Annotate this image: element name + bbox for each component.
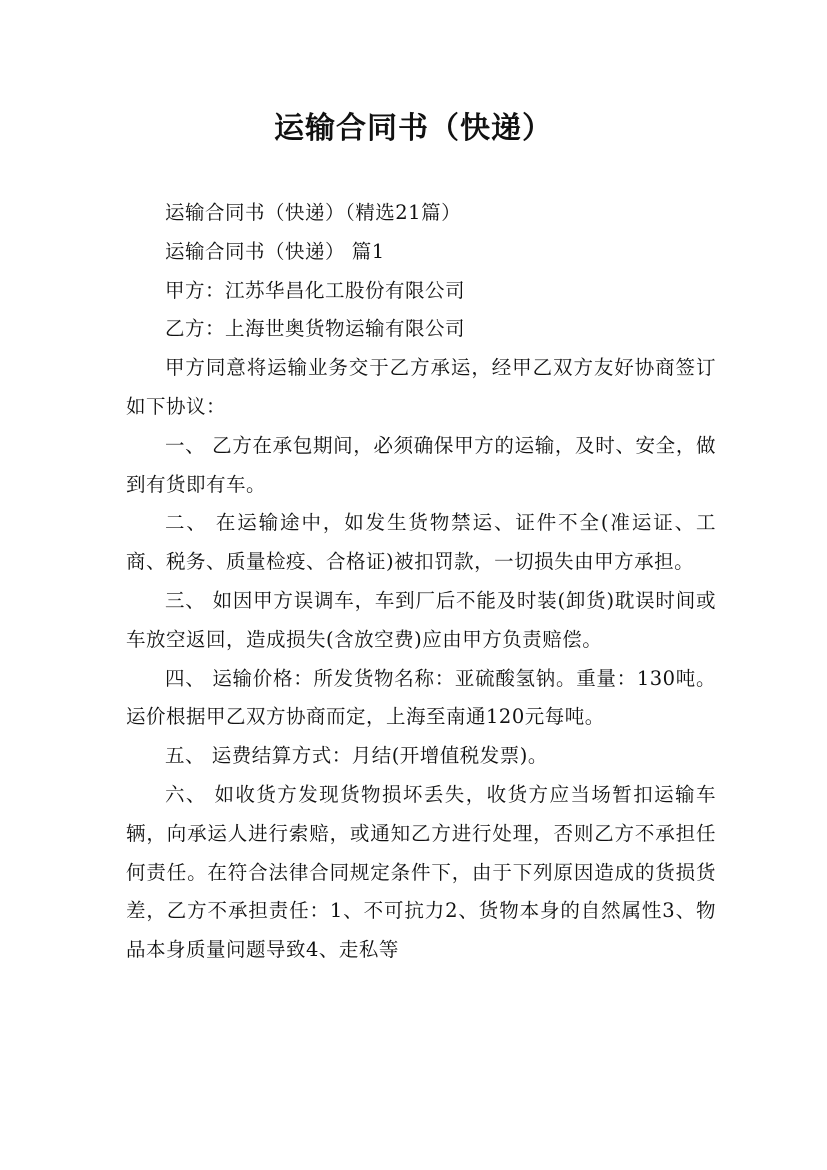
paragraph-agreement-intro: 甲方同意将运输业务交于乙方承运，经甲乙双方友好协商签订如下协议：: [126, 356, 716, 418]
paragraph-clause-4: 四、 运输价格：所发货物名称：亚硫酸氢钠。重量：130吨。运价根据甲乙双方协商而定，上海至南通120元每吨。: [126, 666, 716, 729]
document-title: 运输合同书（快递）: [274, 111, 553, 146]
document-body: [126, 194, 716, 970]
paragraph-party-b: 乙方：上海世奥货物运输有限公司: [165, 317, 466, 341]
paragraph-section-heading: 运输合同书（快递） 篇1: [165, 239, 385, 263]
paragraph-clause-3: 三、 如因甲方误调车，车到厂后不能及时装(卸货)耽误时间或车放空返回，造成损失(含放空费)应由甲方负责赔偿。: [126, 588, 716, 651]
paragraph-clause-6: 六、 如收货方发现货物损坏丢失，收货方应当场暂扣运输车辆，向承运人进行索赔，或通知乙方进行处理，否则乙方不承担任何责任。在符合法律合同规定条件下，由于下列原因造成的货损货差，乙方不承担责任：1、不可抗力2、货物本身的自然属性3、物品本身质量问题导致4、走私等: [126, 782, 716, 962]
paragraph-subtitle: 运输合同书（快递）（精选21篇）: [165, 201, 462, 224]
paragraph-party-a: 甲方：江苏华昌化工股份有限公司: [165, 278, 466, 302]
paragraph-clause-2: 二、 在运输途中，如发生货物禁运、证件不全(准运证、工商、税务、质量检疫、合格证)被扣罚款，一切损失由甲方承担。: [126, 511, 716, 574]
paragraph-clause-5: 五、 运费结算方式：月结(开增值税发票)。: [165, 744, 548, 768]
paragraph-clause-1: 一、 乙方在承包期间，必须确保甲方的运输，及时、安全，做到有货即有车。: [126, 433, 716, 496]
